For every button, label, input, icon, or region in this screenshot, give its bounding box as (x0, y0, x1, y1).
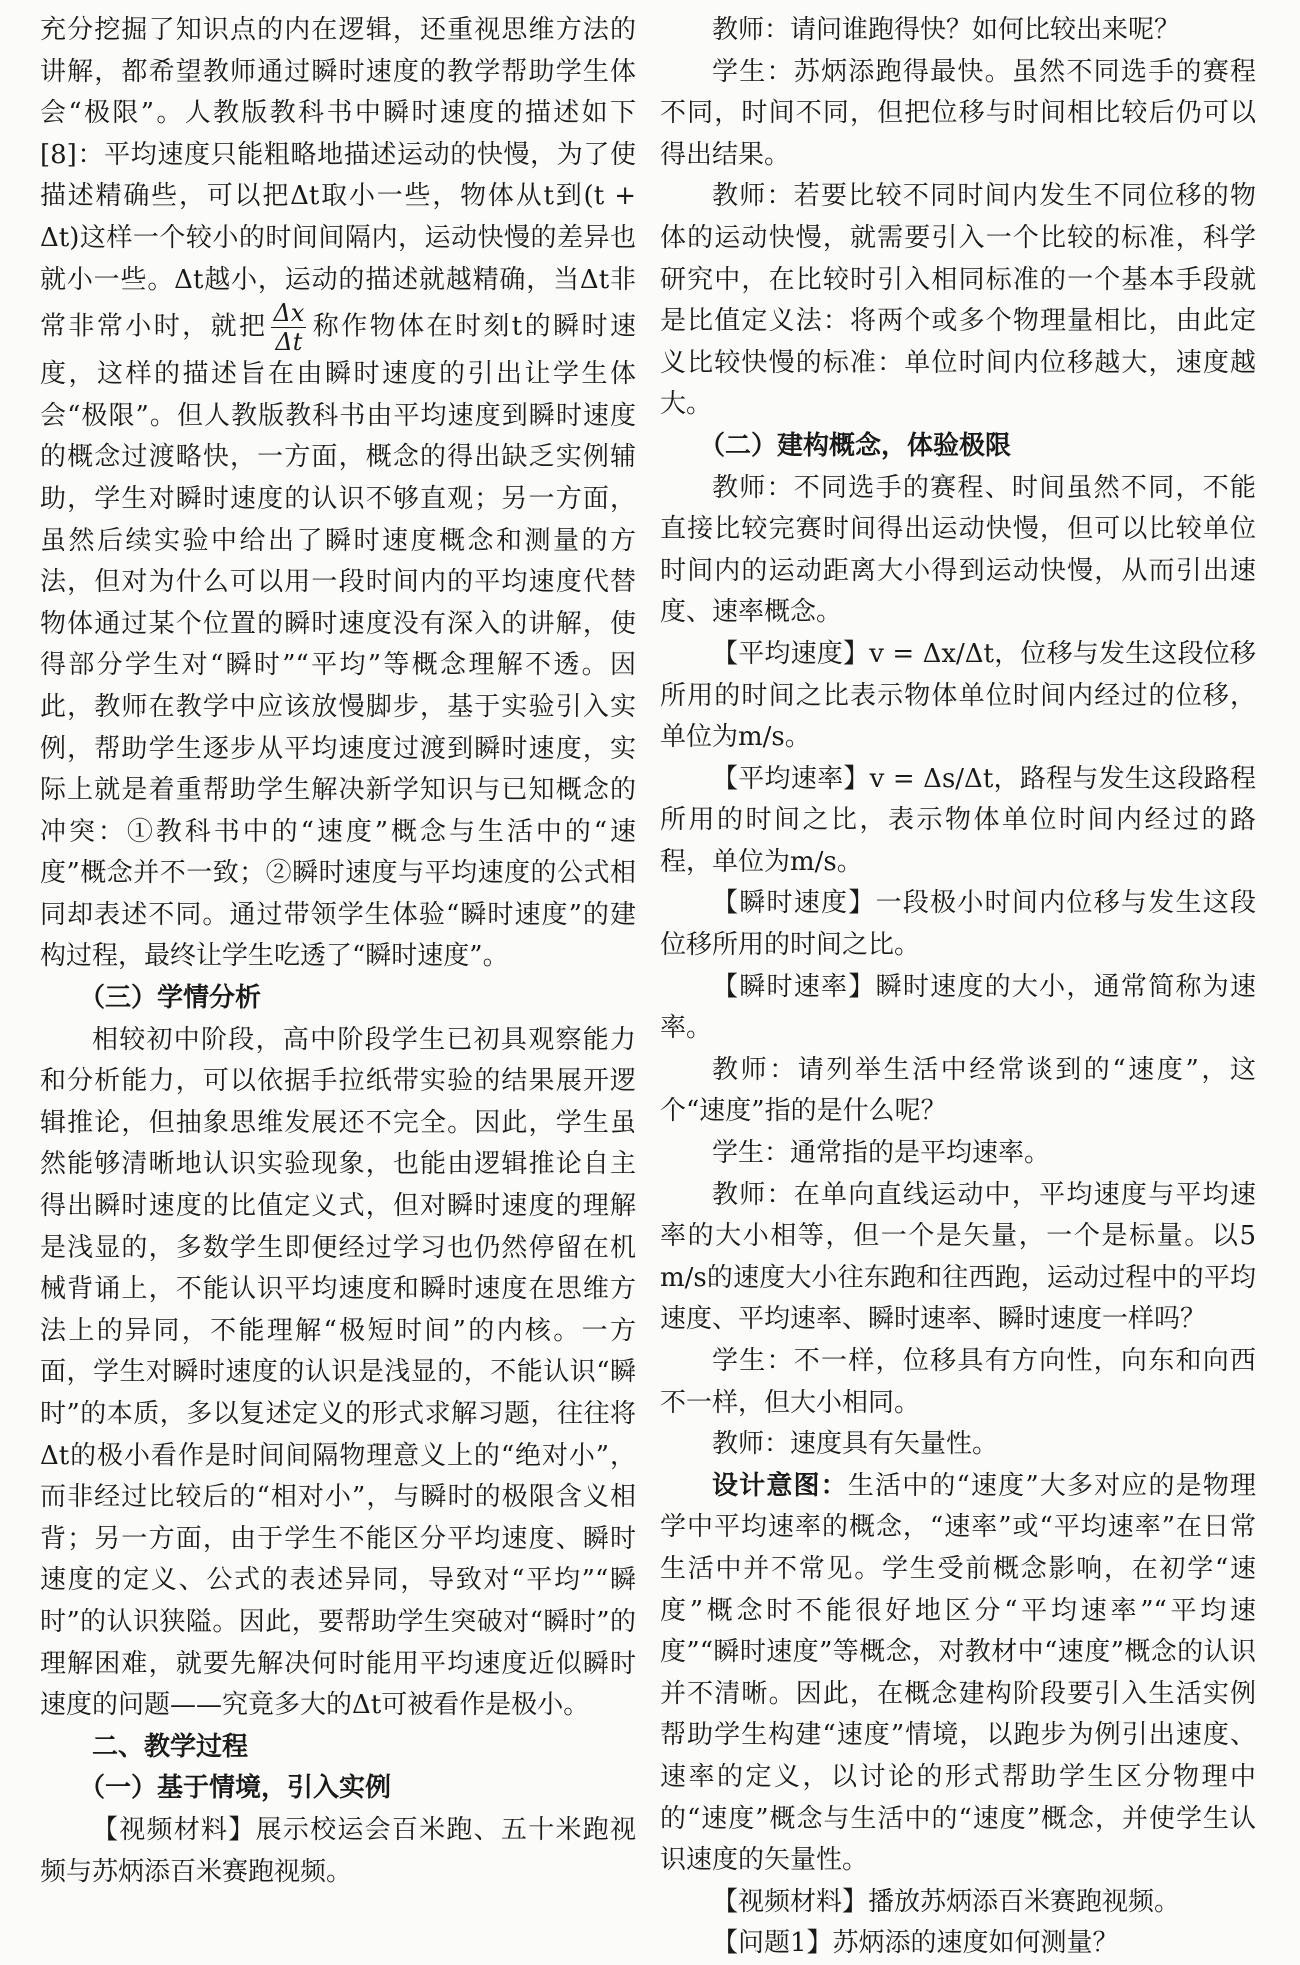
paragraph-video-material-1: 【视频材料】展示校运会百米跑、五十米跑视频与苏炳添百米赛跑视频。 (40, 1814, 636, 1887)
definition-average-velocity: 【平均速度】v = Δx/Δt，位移与发生这段位移所用的时间之比表示物体单位时间内经过的位移，单位为m/s。 (660, 638, 1256, 753)
heading-teaching-process: 二、教学过程 (92, 1731, 249, 1762)
design-intent: 设计意图：生活中的“速度”大多对应的是物理学中平均速率的概念，“速率”或“平均速率”在日常生活中并不常见。学生受前概念影响，在初学“速度”概念时不能很好地区分“平均速率”“平均速度”“瞬时速度”等概念，对教材中“速度”概念的认识并不清晰。因此，在概念建构阶段要引入生活实例帮助学生构建“速度”情境，以跑步为例引出速度、速率的定义，以讨论的形式帮助学生区分物理中的“速度”概念与生活中的“速度”概念，并使学生认识速度的矢量性。 (660, 1470, 1256, 1876)
dialogue-student-2: 学生：通常指的是平均速率。 (712, 1138, 1051, 1169)
paragraph-instant-velocity-textbook: 充分挖掘了知识点的内在逻辑，还重视思维方法的讲解，都希望教师通过瞬时速度的教学帮助学生体会“极限”。人教版教科书中瞬时速度的描述如下[8]：平均速度只能粗略地描述运动的快慢，为了使描述精确些，可以把Δt取小一些，物体从t到(t + Δt)这样一个较小的时间间隔内，运动快慢的差异也就小一些。Δt越小，运动的描述就越精确，当Δt非常非常小时，就把 $\frac{\Delta x}{\Delta t}$ 称作物体在时刻t的瞬时速度，这样的描述旨在由瞬时速度的引出让学生体会“极限”。但人教版教科书由平均速度到瞬时速度的概念过渡略快，一方面，概念的得出缺乏实例辅助，学生对瞬时速度的认识不够直观；另一方面，虽然后续实验中给出了瞬时速度概念和测量的方法，但对为什么可以用一段时间内的平均速度代替物体通过某个位置的瞬时速度没有深入的讲解，使得部分学生对“瞬时”“平均”等概念理解不透。因此，教师在教学中应该放慢脚步，基于实验引入实例，帮助学生逐步从平均速度过渡到瞬时速度，实际上就是着重帮助学生解决新学知识与已知概念的冲突：①教科书中的“速度”概念与生活中的“速度”概念并不一致；②瞬时速度与平均速度的公式相同却表述不同。通过带领学生体验“瞬时速度”的建构过程，最终让学生吃透了“瞬时速度”。 (40, 15, 636, 972)
dialogue-teacher-2: 教师：若要比较不同时间内发生不同位移的物体的运动快慢，就需要引入一个比较的标准，科学研究中，在比较时引入相同标准的一个基本手段就是比值定义法：将两个或多个物理量相比，由此定义比较快慢的标准：单位时间内位移越大，速度越大。 (660, 181, 1256, 420)
dialogue-student-1: 学生：苏炳添跑得最快。虽然不同选手的赛程不同，时间不同，但把位移与时间相比较后仍可以得出结果。 (660, 56, 1256, 170)
definition-instant-velocity: 【瞬时速度】一段极小时间内位移与发生这段位移所用的时间之比。 (660, 888, 1256, 961)
dialogue-teacher-6: 教师：速度具有矢量性。 (712, 1429, 999, 1460)
heading-build-concept: （二）建构概念，体验极限 (699, 430, 1012, 461)
definition-average-speed: 【平均速率】v = Δs/Δt，路程与发生这段路程所用的时间之比，表示物体单位时间内经过的路程，单位为m/s。 (660, 763, 1256, 877)
heading-student-analysis: （三）学情分析 (79, 983, 262, 1014)
paragraph-student-analysis: 相较初中阶段，高中阶段学生已初具观察能力和分析能力，可以依据手拉纸带实验的结果展开逻辑推论，但抽象思维发展还不完全。因此，学生虽然能够清晰地认识实验现象，也能由逻辑推论自主得出瞬时速度的比值定义式，但对瞬时速度的理解是浅显的，多数学生即便经过学习也仍然停留在机械背诵上，不能认识平均速度和瞬时速度在思维方法上的异同，不能理解“极短时间”的内核。一方面，学生对瞬时速度的认识是浅显的，不能认识“瞬时”的本质，多以复述定义的形式求解习题，往往将Δt的极小看作是时间间隔物理意义上的“绝对小”，而非经过比较后的“相对小”，与瞬时的极限含义相背；另一方面，由于学生不能区分平均速度、瞬时速度的定义、公式的表述异同，导致对“平均”“瞬时”的认识狭隘。因此，要帮助学生突破对“瞬时”的理解困难，就要先解决何时能用平均速度近似瞬时速度的问题——究竟多大的Δt可被看作是极小。 (40, 1024, 636, 1721)
dialogue-teacher-5: 教师：在单向直线运动中，平均速度与平均速率的大小相等，但一个是矢量，一个是标量。以5 m/s的速度大小往东跑和往西跑，运动过程中的平均速度、平均速率、瞬时速率、瞬时速度一样吗？ (660, 1179, 1256, 1335)
dialogue-student-3: 学生：不一样，位移具有方向性，向东和向西不一样，但大小相同。 (660, 1346, 1256, 1418)
question-1: 【问题1】苏炳添的速度如何测量？ (712, 1928, 1119, 1959)
dialogue-teacher-3: 教师：不同选手的赛程、时间虽然不同，不能直接比较完赛时间得出运动快慢，但可以比较单位时间内的运动距离大小得到运动快慢，从而引出速度、速率概念。 (660, 472, 1256, 628)
definition-instant-speed: 【瞬时速率】瞬时速度的大小，通常简称为速率。 (660, 971, 1256, 1044)
dialogue-teacher-4: 教师：请列举生活中经常谈到的“速度”，这个“速度”指的是什么呢？ (660, 1054, 1256, 1127)
paragraph-video-material-2: 【视频材料】播放苏炳添百米赛跑视频。 (712, 1886, 1181, 1917)
right-column (660, 10, 1256, 1959)
heading-situation-intro: （一）基于情境，引入实例 (79, 1773, 392, 1804)
dialogue-teacher-1: 教师：请问谁跑得快？如何比较出来呢？ (712, 15, 1181, 45)
fraction-dx-over-dt: $\frac{\Delta x}{\Delta t}$ (273, 299, 305, 357)
left-column (40, 10, 636, 1887)
